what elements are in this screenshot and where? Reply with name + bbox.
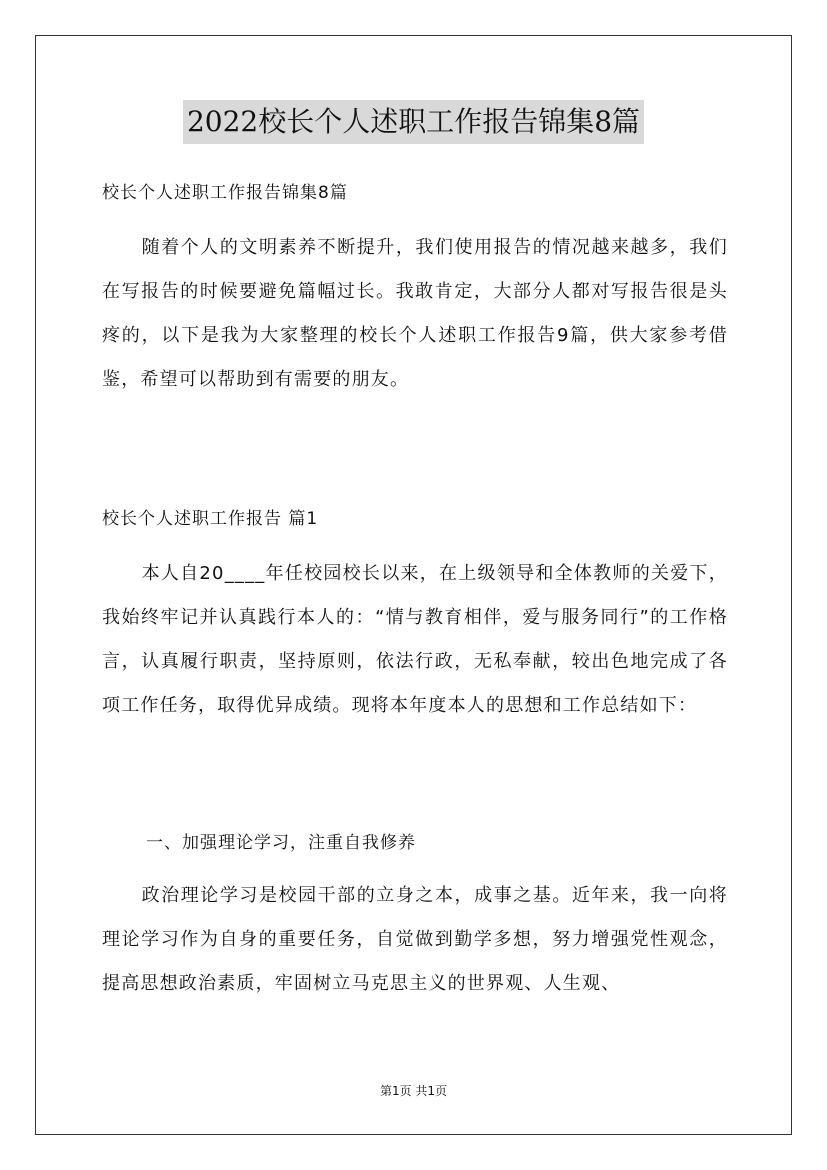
document-title: 2022校长个人述职工作报告锦集8篇 xyxy=(183,100,644,144)
page-footer: 第1页 共1页 xyxy=(379,1084,448,1098)
intro-paragraph: 随着个人的文明素养不断提升，我们使用报告的情况越来越多，我们在写报告的时候要避免篇幅过长。我敢肯定，大部分人都对写报告很是头疼的，以下是我为大家整理的校长个人述职工作报告9篇，供大家参考借鉴，希望可以帮助到有需要的朋友。 xyxy=(102,237,728,390)
section-1-paragraph-1: 本人自20____年任校园校长以来，在上级领导和全体教师的关爱下，我始终牢记并认真践行本人的：“情与教育相伴，爱与服务同行”的工作格言，认真履行职责，坚持原则，依法行政，无私奉献，较出色地完成了各项工作任务，取得优异成绩。现将本年度本人的思想和工作总结如下： xyxy=(102,563,728,716)
title-wrap xyxy=(0,100,827,144)
document-subtitle: 校长个人述职工作报告锦集8篇 xyxy=(102,183,348,203)
section-1-paragraph-2: 政治理论学习是校园干部的立身之本，成事之基。近年来，我一向将理论学习作为自身的重要任务，自觉做到勤学多想，努力增强党性观念，提高思想政治素质，牢固树立马克思主义的世界观、人生观、 xyxy=(102,885,728,994)
section-1-subheading-1: 一、加强理论学习，注重自我修养 xyxy=(146,833,416,853)
section-1-heading: 校长个人述职工作报告 篇1 xyxy=(102,509,319,529)
